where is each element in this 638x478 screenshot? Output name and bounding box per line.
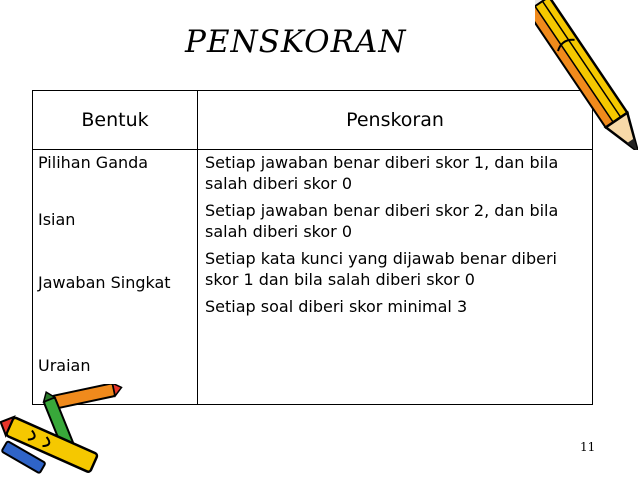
form-item: Jawaban Singkat [38, 273, 171, 292]
pencil-icon [535, 0, 638, 150]
rules-cell [198, 150, 593, 405]
header-penskoran: Penskoran [198, 91, 593, 150]
form-item: Isian [38, 210, 76, 229]
rule-item: Setiap jawaban benar diberi skor 2, dan bila salah diberi skor 0 [205, 201, 559, 241]
page-number: 11 [580, 440, 596, 454]
crayons-icon [0, 384, 132, 478]
rule-item: Setiap soal diberi skor minimal 3 [205, 297, 468, 316]
rule-item: Setiap jawaban benar diberi skor 1, dan bila salah diberi skor 0 [205, 153, 559, 193]
table-header-row [33, 91, 593, 150]
scoring-table [32, 90, 593, 405]
header-bentuk: Bentuk [33, 91, 198, 150]
slide-title: PENSKORAN [185, 24, 407, 60]
form-item: Uraian [38, 356, 91, 375]
rule-item: Setiap kata kunci yang dijawab benar diberi skor 1 dan bila salah diberi skor 0 [205, 249, 557, 289]
forms-cell [33, 150, 198, 405]
table-row [33, 150, 593, 405]
form-item: Pilihan Ganda [38, 153, 149, 172]
